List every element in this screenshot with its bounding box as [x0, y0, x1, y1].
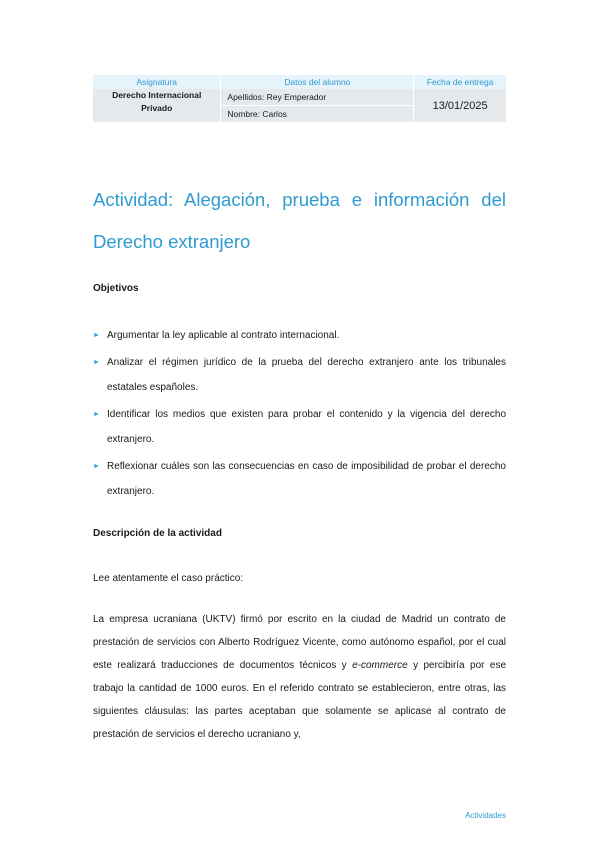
- objectives-heading: Objetivos: [93, 283, 139, 294]
- case-text-2: y percibiría por ese trabajo la cantidad de 1000 euros. En el referido contrato se establecieron, entre otras, las siguientes cláusulas: las partes aceptaban que solamente se aplicase al contrato de prestación de servicios el derecho ucraniano y,: [93, 660, 507, 740]
- description-heading: Descripción de la actividad: [93, 528, 222, 539]
- list-item: [93, 454, 506, 504]
- subject-line-2: Privado: [141, 103, 173, 113]
- list-item: [93, 323, 506, 348]
- student-name: Nombre: Carlos: [221, 106, 414, 123]
- objectives-list: [93, 323, 506, 506]
- page-footer: Actividades: [465, 811, 506, 820]
- header-table: [93, 75, 506, 122]
- list-item: [93, 350, 506, 400]
- list-item: [93, 402, 506, 452]
- case-text-italic: e-commerce: [352, 660, 408, 671]
- bullet-arrow-icon: ►: [93, 463, 100, 470]
- bullet-arrow-icon: ►: [93, 411, 100, 418]
- description-intro: Lee atentamente el caso práctico:: [93, 573, 244, 584]
- activity-title: Actividad: Alegación, prueba e información del Derecho extranjero: [93, 189, 506, 252]
- list-item-text: Analizar el régimen jurídico de la prueba del derecho extranjero ante los tribunales estatales españoles.: [107, 357, 506, 393]
- header-col-student: Datos del alumno: [221, 75, 414, 89]
- bullet-arrow-icon: ►: [93, 359, 100, 366]
- subject-line-1: Derecho Internacional: [112, 90, 202, 100]
- student-surname: Apellidos: Rey Emperador: [221, 89, 414, 106]
- list-item-text: Argumentar la ley aplicable al contrato internacional.: [107, 330, 340, 341]
- delivery-date: 13/01/2025: [414, 89, 506, 122]
- case-paragraph: [93, 608, 506, 746]
- subject-cell: [93, 89, 221, 122]
- list-item-text: Reflexionar cuáles son las consecuencias en caso de imposibilidad de probar el derecho extranjero.: [107, 461, 506, 497]
- case-text-1: La empresa ucraniana (UKTV) firmó por escrito en la ciudad de Madrid un contrato de prestación de servicios con Alberto Rodríguez Vicente, como autónomo español, por el cual este realizará traducciones de documentos técnicos y: [93, 614, 506, 671]
- header-col-subject: Asignatura: [93, 75, 221, 89]
- list-item-text: Identificar los medios que existen para probar el contenido y la vigencia del derecho extranjero.: [107, 409, 506, 445]
- header-col-date: Fecha de entrega: [414, 75, 506, 89]
- bullet-arrow-icon: ►: [93, 332, 100, 339]
